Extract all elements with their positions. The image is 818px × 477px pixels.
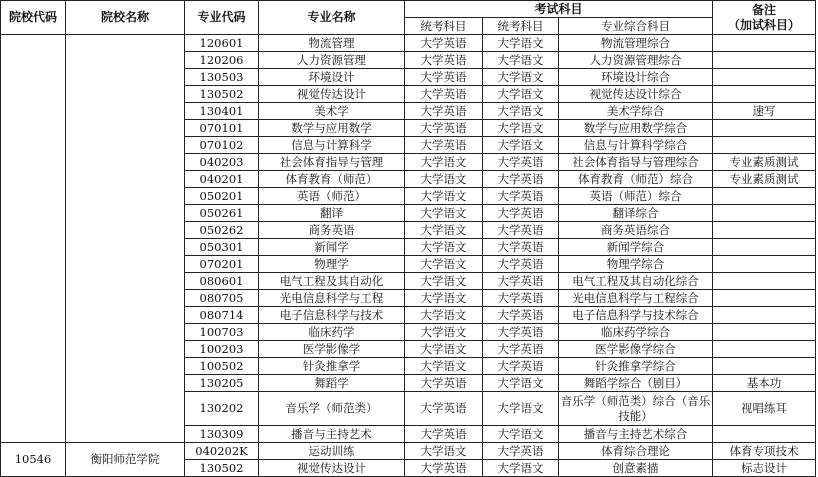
unified-subject-1-cell: 大学英语 [405, 426, 483, 443]
major-name-cell: 数学与应用数学 [259, 120, 405, 137]
major-name-cell: 电气工程及其自动化 [259, 273, 405, 290]
comprehensive-subject-cell: 临床药学综合 [559, 324, 713, 341]
unified-subject-1-cell: 大学英语 [405, 69, 483, 86]
comprehensive-subject-cell: 英语（师范）综合 [559, 188, 713, 205]
school-code-cell [1, 35, 66, 443]
comprehensive-subject-cell: 环境设计综合 [559, 69, 713, 86]
major-name-cell: 环境设计 [259, 69, 405, 86]
major-code-cell: 080705 [185, 290, 259, 307]
comprehensive-subject-cell: 数学与应用数学综合 [559, 120, 713, 137]
unified-subject-1-cell: 大学语文 [405, 273, 483, 290]
comprehensive-subject-cell: 社会体育指导与管理综合 [559, 154, 713, 171]
major-name-cell: 临床药学 [259, 324, 405, 341]
header-school-name: 院校名称 [66, 1, 185, 35]
unified-subject-2-cell: 大学语文 [483, 103, 559, 120]
unified-subject-2-cell: 大学语文 [483, 120, 559, 137]
school-code-cell: 10546 [1, 443, 66, 477]
unified-subject-1-cell: 大学英语 [405, 35, 483, 52]
major-name-cell: 电子信息科学与技术 [259, 307, 405, 324]
major-name-cell: 播音与主持艺术 [259, 426, 405, 443]
comprehensive-subject-cell: 电子信息科学与技术综合 [559, 307, 713, 324]
comprehensive-subject-cell: 视觉传达设计综合 [559, 86, 713, 103]
remark-cell [713, 290, 816, 307]
unified-subject-1-cell: 大学语文 [405, 358, 483, 375]
major-name-cell: 物理学 [259, 256, 405, 273]
unified-subject-1-cell: 大学语文 [405, 443, 483, 460]
unified-subject-2-cell: 大学英语 [483, 154, 559, 171]
comprehensive-subject-cell: 体育综合理论 [559, 443, 713, 460]
remark-cell [713, 137, 816, 154]
major-code-cell: 130202 [185, 392, 259, 426]
major-name-cell: 人力资源管理 [259, 52, 405, 69]
comprehensive-subject-cell: 创意素描 [559, 460, 713, 477]
comprehensive-subject-cell: 医学影像学综合 [559, 341, 713, 358]
major-name-cell: 翻译 [259, 205, 405, 222]
remark-cell [713, 239, 816, 256]
unified-subject-1-cell: 大学语文 [405, 324, 483, 341]
unified-subject-1-cell: 大学英语 [405, 120, 483, 137]
comprehensive-subject-cell: 信息与计算科学综合 [559, 137, 713, 154]
remark-cell [713, 256, 816, 273]
major-code-cell: 050262 [185, 222, 259, 239]
major-code-cell: 040202K [185, 443, 259, 460]
unified-subject-1-cell: 大学语文 [405, 290, 483, 307]
unified-subject-2-cell: 大学英语 [483, 324, 559, 341]
header-unified-subject-1: 统考科目 [405, 18, 483, 35]
unified-subject-2-cell: 大学语文 [483, 375, 559, 392]
major-name-cell: 针灸推拿学 [259, 358, 405, 375]
comprehensive-subject-cell: 播音与主持艺术综合 [559, 426, 713, 443]
remark-cell: 专业素质测试 [713, 171, 816, 188]
major-code-cell: 070102 [185, 137, 259, 154]
remark-cell [713, 426, 816, 443]
major-code-cell: 130205 [185, 375, 259, 392]
major-code-cell: 130401 [185, 103, 259, 120]
school-name-cell: 衡阳师范学院 [66, 443, 185, 477]
comprehensive-subject-cell: 光电信息科学与工程综合 [559, 290, 713, 307]
unified-subject-2-cell: 大学英语 [483, 358, 559, 375]
unified-subject-2-cell: 大学语文 [483, 86, 559, 103]
unified-subject-2-cell: 大学语文 [483, 426, 559, 443]
unified-subject-2-cell: 大学英语 [483, 256, 559, 273]
major-code-cell: 120601 [185, 35, 259, 52]
major-code-cell: 080714 [185, 307, 259, 324]
school-name-cell [66, 35, 185, 443]
comprehensive-subject-cell: 物流管理综合 [559, 35, 713, 52]
major-code-cell: 040201 [185, 171, 259, 188]
remark-cell: 基本功 [713, 375, 816, 392]
major-name-cell: 医学影像学 [259, 341, 405, 358]
comprehensive-subject-cell: 翻译综合 [559, 205, 713, 222]
major-name-cell: 光电信息科学与工程 [259, 290, 405, 307]
unified-subject-1-cell: 大学英语 [405, 103, 483, 120]
comprehensive-subject-cell: 针灸推拿学综合 [559, 358, 713, 375]
unified-subject-2-cell: 大学英语 [483, 341, 559, 358]
major-code-cell: 100502 [185, 358, 259, 375]
unified-subject-1-cell: 大学语文 [405, 154, 483, 171]
major-code-cell: 050201 [185, 188, 259, 205]
remark-cell: 速写 [713, 103, 816, 120]
unified-subject-2-cell: 大学语文 [483, 392, 559, 426]
remark-cell [713, 222, 816, 239]
unified-subject-1-cell: 大学语文 [405, 239, 483, 256]
comprehensive-subject-cell: 人力资源管理综合 [559, 52, 713, 69]
major-name-cell: 体育教育（师范） [259, 171, 405, 188]
remark-cell [713, 205, 816, 222]
comprehensive-subject-cell: 电气工程及其自动化综合 [559, 273, 713, 290]
table-body [1, 35, 816, 477]
major-name-cell: 视觉传达设计 [259, 86, 405, 103]
remark-cell [713, 69, 816, 86]
major-name-cell: 物流管理 [259, 35, 405, 52]
major-code-cell: 070201 [185, 256, 259, 273]
unified-subject-1-cell: 大学英语 [405, 52, 483, 69]
major-name-cell: 音乐学（师范类） [259, 392, 405, 426]
major-code-cell: 080601 [185, 273, 259, 290]
header-school-code: 院校代码 [1, 1, 66, 35]
header-remarks [713, 1, 816, 35]
header-major-code: 专业代码 [185, 1, 259, 35]
unified-subject-2-cell: 大学英语 [483, 307, 559, 324]
unified-subject-2-cell: 大学英语 [483, 443, 559, 460]
unified-subject-2-cell: 大学语文 [483, 52, 559, 69]
table-row [1, 443, 816, 460]
major-name-cell: 新闻学 [259, 239, 405, 256]
comprehensive-subject-cell: 商务英语综合 [559, 222, 713, 239]
major-name-cell: 社会体育指导与管理 [259, 154, 405, 171]
header-row-top [1, 1, 816, 18]
unified-subject-1-cell: 大学英语 [405, 137, 483, 154]
remark-cell [713, 120, 816, 137]
major-code-cell: 130502 [185, 86, 259, 103]
major-code-cell: 040203 [185, 154, 259, 171]
major-name-cell: 信息与计算科学 [259, 137, 405, 154]
unified-subject-2-cell: 大学语文 [483, 35, 559, 52]
major-code-cell: 100703 [185, 324, 259, 341]
remark-cell [713, 358, 816, 375]
major-name-cell: 美术学 [259, 103, 405, 120]
table-row [1, 35, 816, 52]
remark-cell [713, 188, 816, 205]
remark-cell [713, 86, 816, 103]
unified-subject-1-cell: 大学语文 [405, 341, 483, 358]
header-comprehensive-subject: 专业综合科目 [559, 18, 713, 35]
major-code-cell: 100203 [185, 341, 259, 358]
major-code-cell: 130502 [185, 460, 259, 477]
unified-subject-2-cell: 大学英语 [483, 239, 559, 256]
unified-subject-2-cell: 大学英语 [483, 273, 559, 290]
unified-subject-1-cell: 大学语文 [405, 222, 483, 239]
header-unified-subject-2: 统考科目 [483, 18, 559, 35]
unified-subject-1-cell: 大学英语 [405, 392, 483, 426]
major-name-cell: 英语（师范） [259, 188, 405, 205]
remark-cell: 专业素质测试 [713, 154, 816, 171]
unified-subject-1-cell: 大学语文 [405, 307, 483, 324]
comprehensive-subject-cell: 音乐学（师范类）综合（音乐技能） [559, 392, 713, 426]
major-code-cell: 130503 [185, 69, 259, 86]
comprehensive-subject-cell: 物理学综合 [559, 256, 713, 273]
unified-subject-2-cell: 大学英语 [483, 222, 559, 239]
unified-subject-2-cell: 大学英语 [483, 205, 559, 222]
header-remarks-line1: 备注 [752, 2, 777, 17]
unified-subject-2-cell: 大学英语 [483, 290, 559, 307]
comprehensive-subject-cell: 舞蹈学综合（剧目） [559, 375, 713, 392]
comprehensive-subject-cell: 美术学综合 [559, 103, 713, 120]
major-code-cell: 120206 [185, 52, 259, 69]
major-name-cell: 商务英语 [259, 222, 405, 239]
major-code-cell: 130309 [185, 426, 259, 443]
unified-subject-1-cell: 大学英语 [405, 460, 483, 477]
major-name-cell: 视觉传达设计 [259, 460, 405, 477]
comprehensive-subject-cell: 新闻学综合 [559, 239, 713, 256]
remark-cell [713, 307, 816, 324]
unified-subject-1-cell: 大学英语 [405, 86, 483, 103]
remark-cell: 标志设计 [713, 460, 816, 477]
unified-subject-1-cell: 大学语文 [405, 188, 483, 205]
unified-subject-2-cell: 大学语文 [483, 137, 559, 154]
header-exam-subjects: 考试科目 [405, 1, 713, 18]
unified-subject-2-cell: 大学英语 [483, 188, 559, 205]
comprehensive-subject-cell: 体育教育（师范）综合 [559, 171, 713, 188]
remark-cell [713, 52, 816, 69]
remark-cell [713, 341, 816, 358]
unified-subject-2-cell: 大学英语 [483, 171, 559, 188]
major-code-cell: 050261 [185, 205, 259, 222]
unified-subject-2-cell: 大学语文 [483, 69, 559, 86]
major-name-cell: 舞蹈学 [259, 375, 405, 392]
remark-cell [713, 324, 816, 341]
unified-subject-1-cell: 大学语文 [405, 171, 483, 188]
unified-subject-1-cell: 大学语文 [405, 205, 483, 222]
header-remarks-line2: （加试科目） [728, 17, 801, 32]
remark-cell [713, 35, 816, 52]
remark-cell: 体育专项技术 [713, 443, 816, 460]
header-major-name: 专业名称 [259, 1, 405, 35]
major-code-cell: 050301 [185, 239, 259, 256]
major-name-cell: 运动训练 [259, 443, 405, 460]
unified-subject-2-cell: 大学语文 [483, 460, 559, 477]
major-code-cell: 070101 [185, 120, 259, 137]
remark-cell [713, 273, 816, 290]
unified-subject-1-cell: 大学英语 [405, 375, 483, 392]
unified-subject-1-cell: 大学语文 [405, 256, 483, 273]
remark-cell: 视唱练耳 [713, 392, 816, 426]
